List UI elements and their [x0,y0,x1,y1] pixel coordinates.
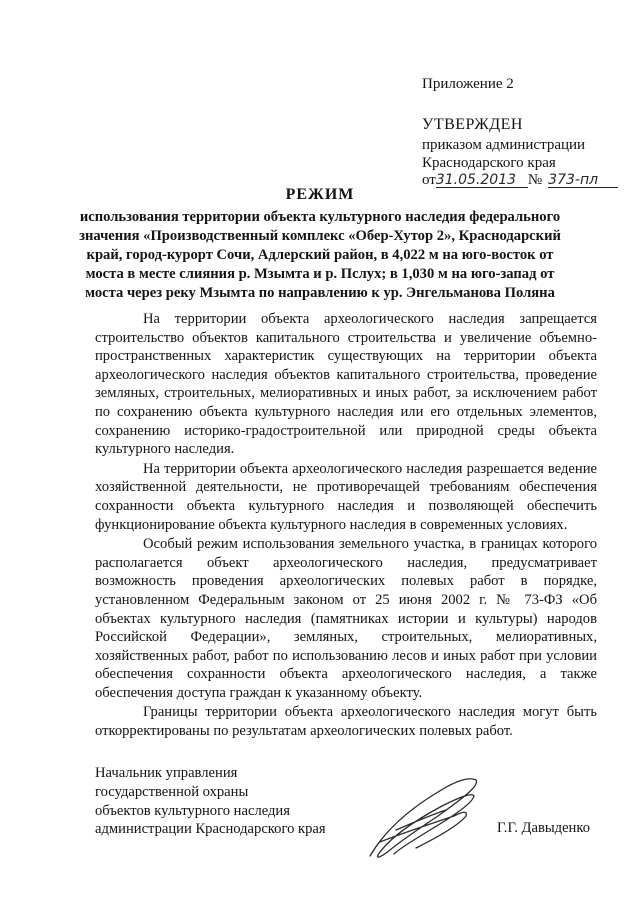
number-prefix: № [527,172,543,188]
document-body [95,310,597,741]
document-title: РЕЖИМ [285,186,355,203]
date-prefix: от [422,172,436,188]
paragraph-permissions: На территории объекта археологического наследия разрешается ведение хозяйственной деятельности, не противоречащей требованиям обеспечения сохранности объекта культурного наследия и позволяющей обеспечить функционирование объекта культурного наследия в современных условиях. [95,460,597,533]
document-subtitle [0,208,640,303]
signatory-line: объектов культурного наследия [95,802,290,819]
signatory-line: Начальник управления [95,765,238,781]
approval-title: УТВЕРЖДЕН [422,116,523,133]
subtitle-line: значения «Производственный комплекс «Обер-Хутор 2», Краснодарский [79,228,561,244]
paragraph-boundaries: Границы территории объекта археологического наследия могут быть откорректированы по результатам археологических полевых работ. [95,704,597,740]
subtitle-line: край, город-курорт Сочи, Адлерский район, в 4,022 м на юго-восток от [86,247,554,263]
subtitle-line: использования территории объекта культурного наследия федерального [79,209,561,225]
handwritten-signature [350,770,490,870]
handwritten-number: 373-пл [548,173,618,188]
subtitle-line: моста в месте слияния р. Мзымта и р. Пслух; в 1,030 м на юго-запад от [85,266,555,282]
signatory-block [95,764,326,839]
paragraph-special-regime: Особый режим использования земельного участка, в границах которого располагается объект археологического наследия, предусматривает возможность проведения археологических полевых работ в порядке, установленном Федеральным законом от 25 июня 2002 г. № 73-ФЗ «Об объектах культурного наследия (памятниках истории и культуры) народов Российской Федерации», земляных, строительных, мелиоративных, хозяйственных работ, работ по использованию лесов и иных работ при условии обеспечения сохранности объекта археологического наследия, а также обеспечения доступа граждан к указанному объекту. [95,536,597,701]
handwritten-date: 31.05.2013 [436,173,528,188]
appendix-label: Приложение 2 [422,76,514,92]
signatory-name: Г.Г. Давыденко [497,820,591,836]
signatory-line: администрации Краснодарского края [95,821,326,838]
signatory-line: государственной охраны [95,783,249,800]
paragraph-prohibitions: На территории объекта археологического наследия запрещается строительство объектов капитального строительства и увеличение объемно-пространственных характеристик существующих на территории объекта археологического наследия объектов капитального строительства, проведение земляных, строительных, мелиоративных и иных работ, за исключением работ по сохранению объекта культурного наследия или его отдельных элементов, сохранению историко-градостроительной или природной среды объекта культурного наследия. [95,311,597,458]
approval-line-2: Краснодарского края [422,155,556,171]
approval-line-1: приказом администрации [422,137,586,153]
subtitle-line: моста через реку Мзымта по направлению к ур. Энгельманова Поляна [85,285,555,301]
